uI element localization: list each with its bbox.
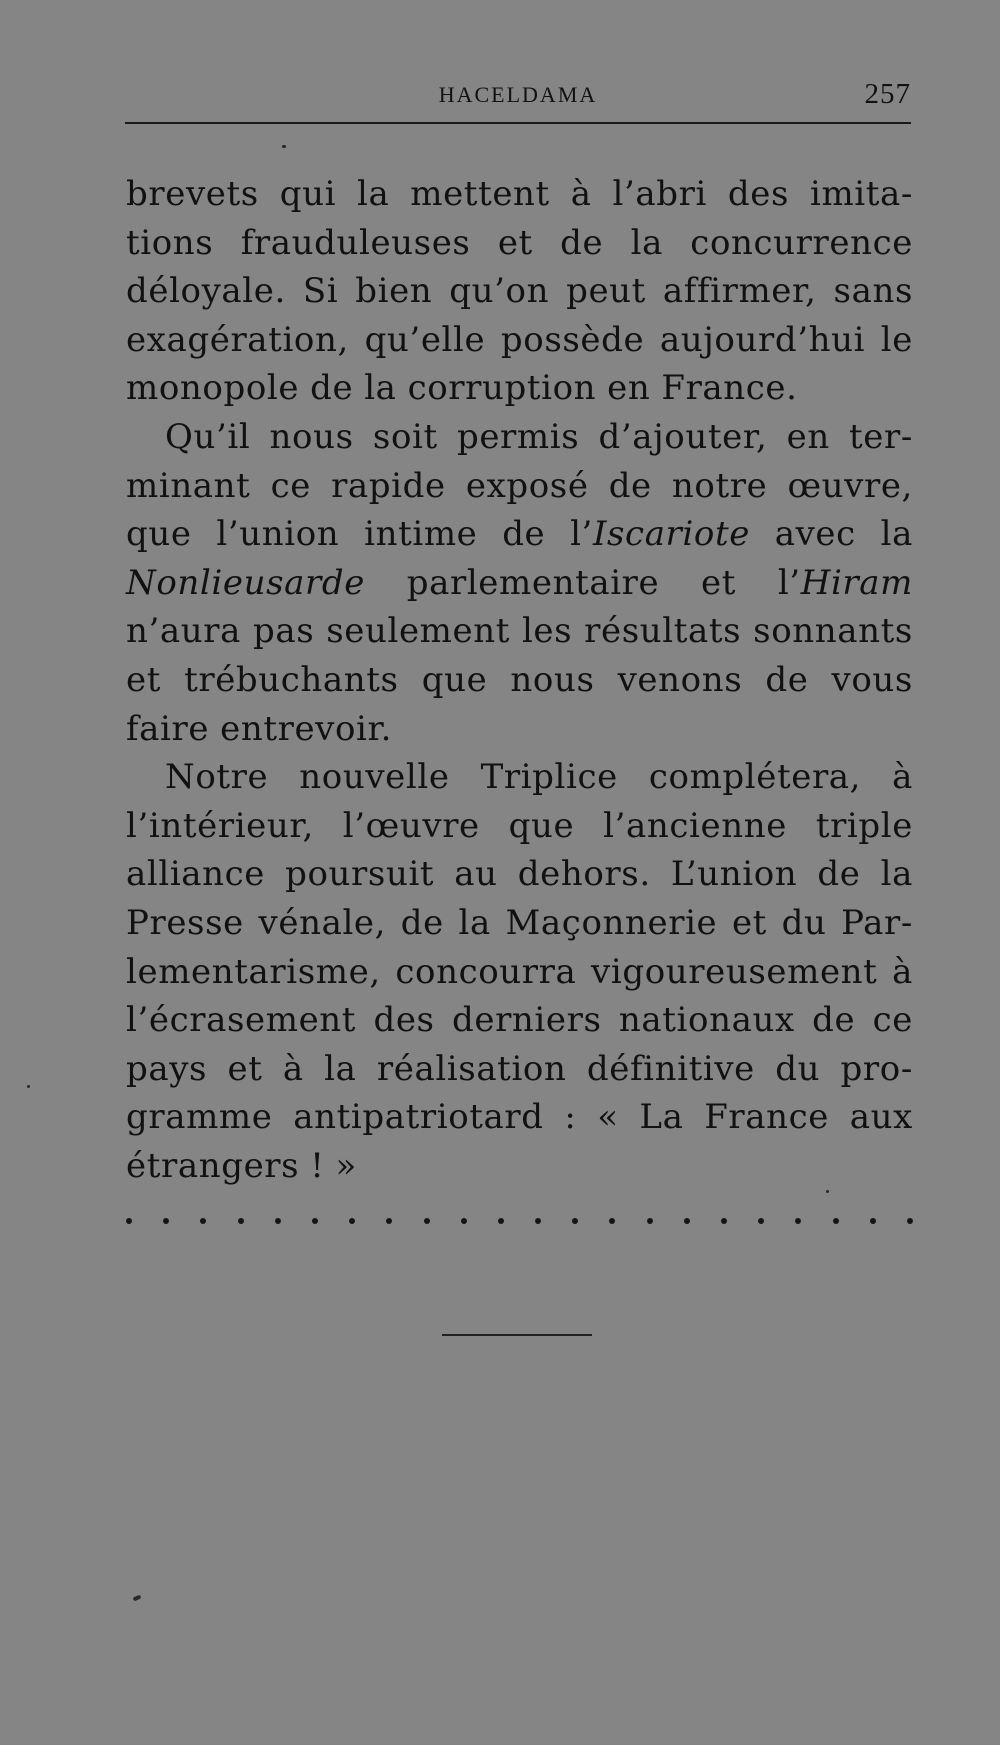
word: que bbox=[126, 514, 192, 555]
word: l’Hiram bbox=[777, 562, 913, 603]
word: aujourd’hui bbox=[659, 319, 866, 360]
word: concourra bbox=[395, 951, 577, 992]
word: nationaux bbox=[618, 1000, 795, 1041]
ellipsis-dot bbox=[647, 1218, 653, 1224]
word: et bbox=[227, 1048, 263, 1089]
word: Notre bbox=[165, 757, 269, 798]
word: à bbox=[282, 1048, 304, 1089]
scan-speck bbox=[826, 1190, 829, 1193]
word: avec bbox=[774, 514, 856, 555]
text-line bbox=[126, 996, 913, 1045]
text-line bbox=[126, 656, 913, 705]
running-head bbox=[125, 78, 911, 118]
word: ce bbox=[270, 465, 311, 506]
word: concurrence bbox=[690, 222, 913, 263]
word: seulement bbox=[326, 611, 510, 652]
end-rule bbox=[442, 1334, 592, 1336]
word: et bbox=[731, 902, 767, 943]
word: dehors. bbox=[517, 854, 651, 895]
word: » bbox=[335, 1145, 357, 1186]
word: œuvre, bbox=[787, 465, 913, 506]
text-line bbox=[126, 364, 913, 413]
ellipsis-dot bbox=[721, 1218, 727, 1224]
word: l’Iscariote bbox=[570, 514, 750, 555]
word: l’œuvre bbox=[342, 805, 480, 846]
word: aux bbox=[849, 1097, 913, 1138]
word: bien bbox=[355, 271, 433, 312]
word: mettent bbox=[410, 174, 550, 214]
ellipsis-dot bbox=[163, 1218, 169, 1224]
text-line bbox=[126, 753, 913, 802]
scan-speck bbox=[282, 145, 286, 148]
ellipsis-dot bbox=[609, 1218, 615, 1224]
word: entrevoir. bbox=[220, 708, 393, 749]
word: qu’elle bbox=[364, 319, 486, 360]
word: permis bbox=[456, 416, 580, 457]
word: qu’on bbox=[449, 271, 550, 312]
word: vous bbox=[831, 659, 913, 700]
word: des bbox=[727, 174, 790, 214]
text-line bbox=[126, 170, 913, 219]
scan-speck bbox=[27, 1085, 30, 1088]
ellipsis-dot bbox=[386, 1218, 392, 1224]
word: au bbox=[454, 854, 498, 895]
word: minant bbox=[126, 465, 251, 506]
text-line bbox=[126, 510, 913, 559]
word: l’abri bbox=[612, 174, 707, 214]
word: ter- bbox=[849, 416, 913, 457]
word: complétera, bbox=[648, 757, 862, 798]
text-line bbox=[126, 316, 913, 365]
word: que bbox=[508, 805, 575, 846]
word: réalisation bbox=[376, 1048, 567, 1089]
word: alliance bbox=[126, 854, 266, 895]
italic-word: Hiram bbox=[800, 562, 913, 603]
word: nous bbox=[269, 416, 354, 457]
word: de bbox=[310, 368, 354, 409]
ellipsis-dot bbox=[200, 1218, 206, 1224]
word: intime bbox=[364, 514, 478, 555]
word: Par- bbox=[841, 902, 913, 943]
word: vigoureusement bbox=[591, 951, 878, 992]
word: possède bbox=[500, 319, 645, 360]
word: Presse bbox=[126, 902, 244, 943]
word: monopole bbox=[126, 368, 300, 409]
word: France. bbox=[661, 368, 798, 409]
word: triple bbox=[815, 805, 913, 846]
ellipsis-dot bbox=[907, 1218, 913, 1224]
word: l’écrasement bbox=[126, 1000, 357, 1041]
running-title: HACELDAMA bbox=[438, 82, 598, 107]
word: corruption bbox=[407, 368, 597, 409]
word: derniers bbox=[451, 1000, 602, 1041]
word: qui bbox=[279, 174, 337, 214]
ellipsis-dot bbox=[535, 1218, 541, 1224]
text-line bbox=[126, 899, 913, 948]
scan-speck bbox=[133, 1594, 142, 1601]
word: France bbox=[704, 1097, 829, 1138]
word: de bbox=[812, 1000, 856, 1041]
word: de bbox=[502, 514, 546, 555]
word: à bbox=[892, 757, 913, 798]
word: déloyale. bbox=[126, 271, 286, 312]
word: du bbox=[781, 902, 827, 943]
word: sans bbox=[833, 271, 913, 312]
text-line bbox=[126, 1142, 913, 1191]
page-number: 257 bbox=[864, 78, 911, 110]
text-line bbox=[126, 559, 913, 608]
word: vénale, bbox=[258, 902, 387, 943]
ellipsis-dot bbox=[684, 1218, 690, 1224]
word: ce bbox=[872, 1000, 913, 1041]
word: parlementaire bbox=[406, 562, 660, 603]
word: de bbox=[608, 465, 652, 506]
word: tions bbox=[126, 222, 214, 263]
header-rule bbox=[125, 122, 911, 124]
word: la bbox=[880, 854, 913, 895]
word: imita- bbox=[809, 174, 913, 214]
ellipsis-dot bbox=[424, 1218, 430, 1224]
word: La bbox=[639, 1097, 684, 1138]
text-line bbox=[126, 413, 913, 462]
word: n’aura bbox=[126, 611, 241, 652]
word: sonnants bbox=[753, 611, 913, 652]
word: l’intérieur, bbox=[126, 805, 314, 846]
word: des bbox=[373, 1000, 435, 1041]
ellipsis-dot bbox=[572, 1218, 578, 1224]
text-line bbox=[126, 219, 913, 268]
word: résultats bbox=[584, 611, 742, 652]
word: « bbox=[597, 1097, 619, 1138]
word: et bbox=[126, 659, 161, 700]
word: poursuit bbox=[285, 854, 435, 895]
text-line bbox=[126, 705, 913, 754]
word: de bbox=[765, 659, 809, 700]
word: en bbox=[607, 368, 651, 409]
word: trébuchants bbox=[184, 659, 399, 700]
ellipsis-dot bbox=[349, 1218, 355, 1224]
ellipsis-dot bbox=[833, 1218, 839, 1224]
ellipsis-dot bbox=[498, 1218, 504, 1224]
word: antipatriotard bbox=[293, 1097, 544, 1138]
ellipsis-dot bbox=[758, 1218, 764, 1224]
word: à bbox=[892, 951, 913, 992]
ellipsis-dot bbox=[795, 1218, 801, 1224]
italic-word: Iscariote bbox=[592, 514, 750, 555]
word: pays bbox=[126, 1048, 208, 1089]
word: L’union bbox=[670, 854, 798, 895]
word bbox=[126, 559, 365, 608]
word: nouvelle bbox=[299, 757, 450, 798]
word: Maçonnerie bbox=[505, 902, 718, 943]
text-line bbox=[126, 802, 913, 851]
word: du bbox=[775, 1048, 821, 1089]
word: la bbox=[630, 222, 663, 263]
word: l’union bbox=[216, 514, 340, 555]
word: exagération, bbox=[126, 319, 349, 360]
word: la bbox=[324, 1048, 357, 1089]
italic-word: Nonlieusarde bbox=[126, 562, 365, 603]
ellipsis-dot bbox=[461, 1218, 467, 1224]
word: la bbox=[356, 174, 390, 214]
word: soit bbox=[372, 416, 438, 457]
word: pro- bbox=[840, 1048, 913, 1089]
word: étrangers bbox=[126, 1145, 300, 1186]
word: venons bbox=[617, 659, 743, 700]
word: d’ajouter, bbox=[598, 416, 768, 457]
text-line bbox=[126, 850, 913, 899]
ellipsis-dot bbox=[238, 1218, 244, 1224]
word: brevets bbox=[126, 174, 259, 214]
body-text bbox=[126, 170, 913, 1190]
word: à bbox=[570, 174, 592, 214]
text-line bbox=[126, 267, 913, 316]
word: la bbox=[364, 368, 397, 409]
word: ! bbox=[310, 1145, 325, 1186]
word: le bbox=[880, 319, 913, 360]
ellipsis-dot bbox=[126, 1218, 132, 1224]
word: Si bbox=[302, 271, 339, 312]
text-line bbox=[126, 1045, 913, 1094]
text-line bbox=[126, 607, 913, 656]
text-line bbox=[126, 948, 913, 997]
word: la bbox=[880, 514, 913, 555]
ellipsis-dot-row bbox=[126, 1218, 913, 1224]
word: notre bbox=[671, 465, 768, 506]
word: frauduleuses bbox=[240, 222, 471, 263]
word: Triplice bbox=[480, 757, 618, 798]
word: lementarisme, bbox=[126, 951, 381, 992]
word: peut bbox=[566, 271, 646, 312]
word: : bbox=[564, 1097, 577, 1138]
word: la bbox=[458, 902, 491, 943]
word: que bbox=[421, 659, 488, 700]
word: définitive bbox=[586, 1048, 755, 1089]
word: affirmer, bbox=[662, 271, 817, 312]
ellipsis-dot bbox=[870, 1218, 876, 1224]
word: de bbox=[560, 222, 604, 263]
text-line bbox=[126, 1093, 913, 1142]
word: nous bbox=[510, 659, 595, 700]
ellipsis-dot bbox=[312, 1218, 318, 1224]
word: pas bbox=[252, 611, 315, 652]
word: et bbox=[701, 562, 737, 603]
word: rapide bbox=[331, 465, 446, 506]
word: les bbox=[521, 611, 573, 652]
word: de bbox=[400, 902, 444, 943]
word: faire bbox=[126, 708, 210, 749]
text-line bbox=[126, 462, 913, 511]
word: l’ancienne bbox=[603, 805, 787, 846]
word: exposé bbox=[465, 465, 589, 506]
word: Qu’il bbox=[165, 416, 251, 457]
word: et bbox=[497, 222, 533, 263]
word: gramme bbox=[126, 1097, 273, 1138]
word: en bbox=[786, 416, 830, 457]
word: de bbox=[817, 854, 861, 895]
ellipsis-dot bbox=[275, 1218, 281, 1224]
